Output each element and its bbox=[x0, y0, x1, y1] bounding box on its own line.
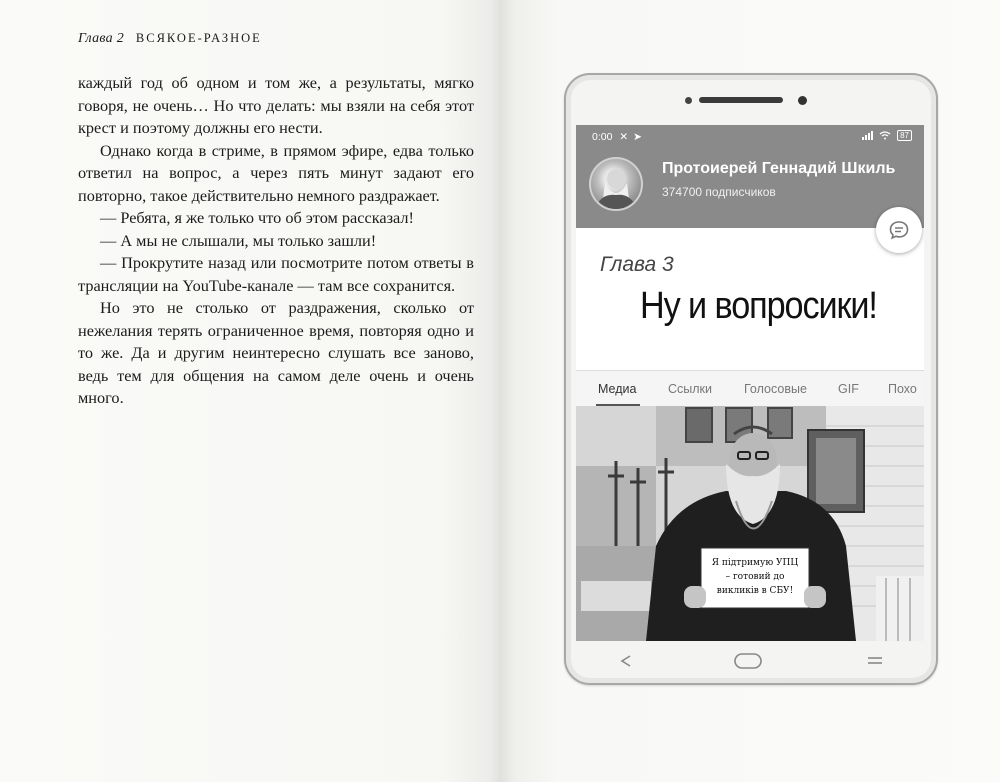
paragraph: Но это не столько от раздражения, сколько от нежелания терять ограниченное время, повторяя одно и то же. Да и другим неинтересно слушать все заново, ведь тем для общения на самом деле очень и очень много. bbox=[78, 298, 474, 407]
channel-name[interactable]: Протоиерей Геннадий Шкиль bbox=[662, 160, 896, 177]
tab-gif[interactable]: GIF bbox=[838, 382, 859, 396]
signal-icon bbox=[862, 131, 873, 140]
svg-text:Я підтримую УПЦ: Я підтримую УПЦ bbox=[711, 558, 799, 568]
tab-links[interactable]: Ссылки bbox=[668, 382, 713, 396]
media-photo[interactable] bbox=[576, 406, 924, 641]
avatar-portrait bbox=[591, 159, 641, 209]
status-indicators bbox=[862, 130, 912, 141]
phone-illustration bbox=[564, 73, 938, 685]
subscriber-count: 374700 подписчиков bbox=[662, 185, 776, 199]
mute-icon: ✕ bbox=[619, 131, 629, 143]
status-bar bbox=[592, 131, 642, 143]
paragraph: — А мы не слышали, мы только зашли! bbox=[100, 230, 377, 250]
post-title: Ну и вопросики! bbox=[640, 285, 877, 327]
front-camera bbox=[798, 96, 807, 105]
svg-text:викликів в СБУ!: викликів в СБУ! bbox=[716, 586, 794, 596]
channel-header bbox=[576, 125, 924, 228]
running-head bbox=[78, 31, 262, 47]
tab-media[interactable]: Медиа bbox=[598, 382, 637, 396]
tab-more[interactable]: Похо bbox=[888, 382, 917, 396]
status-time: 0:00 bbox=[592, 131, 613, 143]
running-head-title: ВСЯКОЕ-РАЗНОЕ bbox=[135, 31, 262, 45]
post-chapter-label: Глава 3 bbox=[600, 253, 674, 276]
home-key-icon[interactable] bbox=[735, 654, 761, 668]
comment-button[interactable] bbox=[876, 207, 922, 253]
paragraph: Однако когда в стриме, в прямом эфире, едва только ответил на вопрос, а через пять минут задают его повторно, такое действительно немного раздражает. bbox=[78, 140, 474, 205]
battery-icon: 87 bbox=[897, 130, 912, 141]
phone-nav-buttons bbox=[606, 653, 896, 669]
channel-avatar[interactable] bbox=[589, 157, 643, 211]
wifi-icon bbox=[879, 131, 891, 140]
paragraph: каждый год об одном и том же, а результаты, мягко говоря, не очень… Но что делать: мы взяли на себя этот крест и поэтому должны его нести. bbox=[78, 73, 474, 137]
paragraph: — Прокрутите назад или посмотрите потом ответы в трансляции на YouTube-канале — там все сохранится. bbox=[78, 253, 474, 295]
svg-text:– готовий до: – готовий до bbox=[725, 572, 785, 582]
chat-bubble-icon bbox=[888, 219, 910, 241]
earpiece-speaker bbox=[699, 97, 783, 103]
back-key-icon[interactable] bbox=[622, 656, 630, 666]
paragraph: — Ребята, я же только что об этом рассказал! bbox=[100, 208, 414, 227]
menu-key-icon[interactable] bbox=[868, 658, 882, 663]
priest-photo bbox=[576, 406, 924, 641]
body-text bbox=[78, 72, 474, 410]
front-sensor bbox=[685, 97, 692, 104]
telegram-icon: ➤ bbox=[633, 131, 642, 143]
phone-screen bbox=[576, 125, 924, 641]
running-head-chapter: Глава 2 bbox=[78, 31, 125, 46]
tab-voice[interactable]: Голосовые bbox=[744, 382, 807, 396]
